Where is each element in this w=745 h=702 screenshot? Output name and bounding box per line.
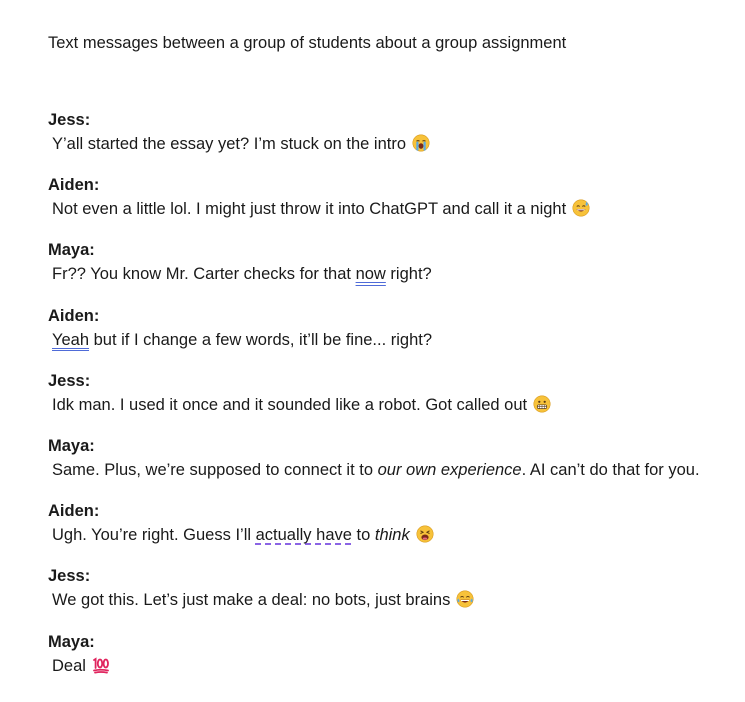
message-text — [52, 395, 745, 415]
dashed-underlined-text: actually have — [255, 526, 352, 545]
grimacing-face-icon — [533, 395, 551, 413]
message-speaker: Maya: — [48, 241, 95, 260]
message-speaker: Aiden: — [48, 502, 100, 521]
italic-text: our own experience — [377, 461, 522, 479]
message-text — [52, 330, 745, 350]
text-segment: to — [351, 526, 375, 545]
message-item — [48, 436, 745, 480]
text-segment: but if I change a few words, it’ll be fine... right? — [89, 330, 433, 349]
message-item — [48, 566, 745, 610]
message-item — [48, 175, 745, 219]
message-item — [48, 110, 745, 154]
text-segment: . AI can’t do that for you. — [521, 461, 700, 479]
message-text — [52, 525, 745, 545]
message-text — [52, 264, 745, 284]
message-speaker: Maya: — [48, 437, 95, 455]
text-segment: We got this. Let’s just make a deal: no bots, just brains — [52, 591, 451, 610]
text-segment: Not even a little lol. I might just throw it into ChatGPT and call it a night — [52, 200, 567, 219]
message-speaker: Jess: — [48, 111, 91, 129]
message-speaker: Jess: — [48, 371, 91, 390]
text-segment: right? — [385, 265, 432, 284]
hundred-points-icon — [92, 656, 110, 674]
message-text — [52, 656, 745, 676]
document-title: Text messages between a group of students about a group assignment — [48, 34, 567, 52]
tears-of-joy-face-icon — [456, 590, 474, 608]
message-item — [48, 240, 745, 284]
message-speaker: Maya: — [48, 632, 95, 651]
message-item — [48, 306, 745, 350]
message-speaker: Jess: — [48, 567, 91, 586]
text-segment: Same. Plus, we’re supposed to connect it to — [52, 461, 378, 479]
text-segment: Y’all started the essay yet? I’m stuck on the intro — [52, 135, 407, 153]
message-text — [52, 199, 745, 219]
message-text — [52, 134, 745, 154]
text-segment: Fr?? You know Mr. Carter checks for that — [52, 265, 356, 284]
text-segment: Deal — [52, 656, 86, 675]
text-segment: Idk man. I used it once and it sounded like a robot. Got called out — [52, 395, 528, 414]
message-item — [48, 501, 745, 545]
italic-text: think — [374, 526, 410, 545]
double-underlined-text: now — [355, 265, 386, 284]
text-segment: Ugh. You’re right. Guess I’ll — [52, 526, 256, 545]
message-text — [52, 460, 745, 480]
message-speaker: Aiden: — [48, 306, 100, 325]
tired-face-icon — [416, 525, 434, 543]
loudly-crying-face-icon — [412, 134, 430, 152]
message-item — [48, 632, 745, 676]
message-item — [48, 371, 745, 415]
message-speaker: Aiden: — [48, 176, 100, 195]
message-text — [52, 590, 745, 610]
double-underlined-text: Yeah — [52, 330, 90, 349]
grinning-sweat-face-icon — [572, 199, 590, 217]
